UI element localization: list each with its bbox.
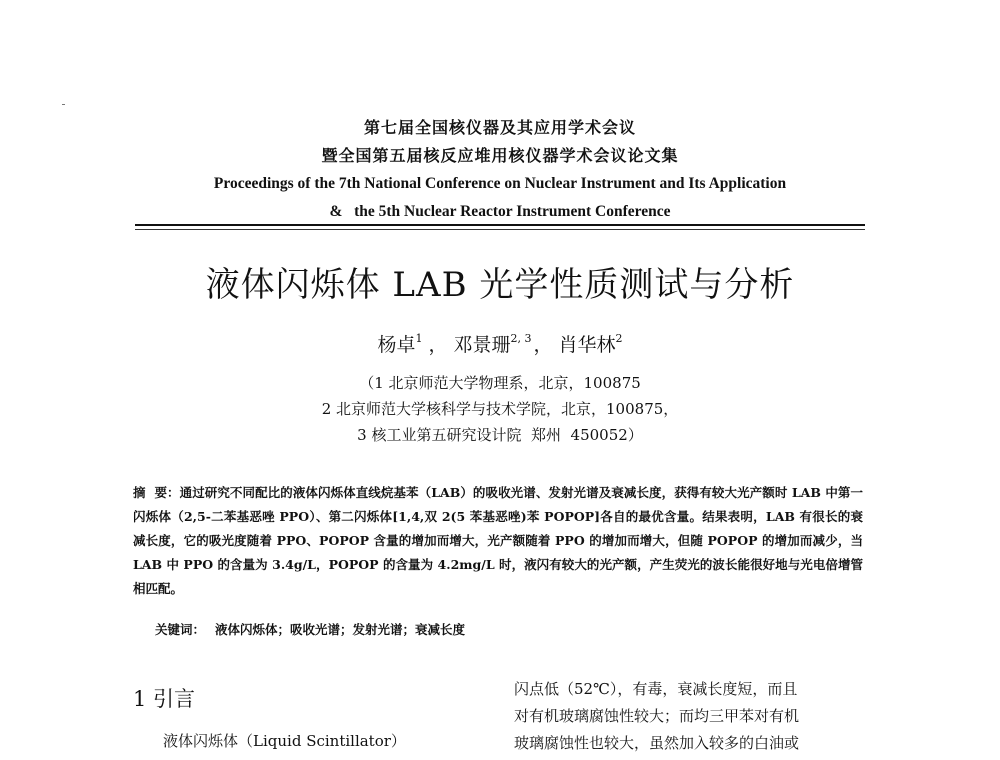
affiliations	[0, 370, 1000, 448]
header-cn-line-1: 第七届全国核仪器及其应用学术会议	[363, 118, 636, 137]
header-cn-line-2: 暨全国第五届核反应堆用核仪器学术会议论文集	[321, 146, 679, 165]
author-separator: ，	[428, 334, 448, 356]
left-column-paragraph: 液体闪烁体（Liquid Scintillator）	[163, 732, 406, 750]
right-column-line: 对有机玻璃腐蚀性较大；而均三甲苯对有机	[514, 707, 800, 725]
author-affil-mark: 2	[615, 332, 623, 345]
affiliation-line: 2 北京师范大学核科学与技术学院，北京，100875，	[321, 400, 679, 418]
abstract	[133, 481, 863, 601]
header-rule-thick	[135, 224, 865, 226]
keywords-text: 液体闪烁体；吸收光谱；发射光谱；衰减长度	[215, 622, 466, 637]
right-column	[514, 676, 868, 757]
header-en-line-1: Proceedings of the 7th National Conference on Nuclear Instrument and Its Application	[213, 175, 787, 192]
author-affil-mark: 1	[415, 332, 423, 345]
author-list	[0, 324, 1000, 360]
keywords	[155, 619, 855, 641]
keywords-label: 关键词：	[155, 622, 206, 637]
author-affil-mark: 2, 3	[510, 332, 532, 345]
paper-title: 液体闪烁体 LAB 光学性质测试与分析	[205, 265, 795, 305]
abstract-label: 摘 要：	[133, 485, 180, 500]
affiliation-line: （1 北京师范大学物理系，北京，100875	[359, 374, 641, 392]
author-name: 肖华林	[558, 334, 616, 356]
author-name: 杨卓	[377, 334, 416, 356]
abstract-text: 通过研究不同配比的液体闪烁体直线烷基苯（LAB）的吸收光谱、发射光谱及衰减长度，获得有较大光产额时 LAB 中第一闪烁体（2,5-二苯基恶唑 PPO）、第二闪烁体[1,4,双 2(5 苯基恶唑)苯 POPOP]各自的最优含量。结果表明，LAB 有很长的衰减长度，它的吸光度随着 PPO、POPOP 含量的增加而增大，光产额随着 PPO 的增加而增大，但随 POPOP 的增加而减少，当 LAB 中 PPO 的含量为 3.4g/L，POPOP 的含量为 4.2mg/L 时，液闪有较大的光产额，产生荧光的波长能很好地与光电倍增管相匹配。	[133, 485, 863, 596]
section-heading: 1 引言	[133, 687, 196, 711]
proceedings-header	[0, 114, 1000, 226]
right-column-line: 闪点低（52℃），有毒，衰减长度短，而且	[514, 680, 798, 698]
affiliation-line: 3 核工业第五研究设计院 郑州 450052）	[357, 426, 643, 444]
header-rule-thin	[135, 229, 865, 230]
author-separator: ，	[533, 334, 553, 356]
header-en-line-2: & the 5th Nuclear Reactor Instrument Conference	[329, 203, 671, 220]
author-name: 邓景珊	[453, 334, 511, 356]
right-column-line: 玻璃腐蚀性也较大，虽然加入较多的白油或	[514, 734, 800, 752]
scan-speck	[62, 104, 65, 105]
